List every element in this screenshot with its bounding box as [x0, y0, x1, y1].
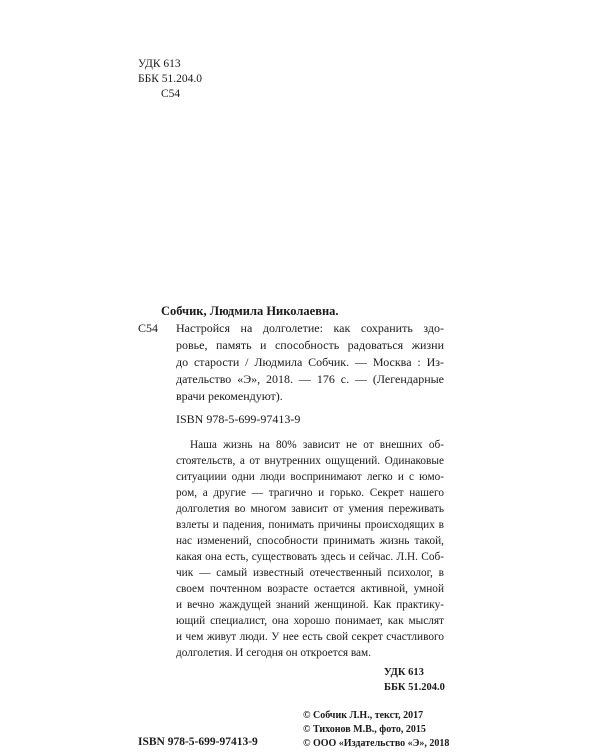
annotation-line: нас изменений, способности принимать жизнь такой, [176, 535, 444, 547]
record-author: Собчик, Людмила Николаевна. [161, 304, 339, 318]
annotation-line: Наша жизнь на 80% зависит не от внешних об- [190, 439, 444, 451]
record-isbn: ISBN 978-5-699-97413-9 [176, 412, 301, 426]
copyright-line: © Собчик Л.Н., текст, 2017 [303, 710, 424, 721]
annotation-line: стоятельств, а от внутренних ощущений. Одинаковые [176, 455, 444, 467]
udk-code: УДК 613 [138, 58, 181, 70]
copyright-line: © ООО «Издательство «Э», 2018 [303, 738, 450, 749]
annotation-line: своем почтенном возрасте остается активной, умной [176, 583, 444, 595]
annotation-line: какая она есть, существовать здесь и сейчас. Л.Н. Соб- [176, 551, 444, 563]
copyright-line: © Тихонов М.В., фото, 2015 [303, 724, 426, 735]
record-title-line: до старости / Людмила Собчик. — Москва : Из- [176, 355, 444, 369]
annotation-line: ющий специалист, она хорошо понимает, как мыслят [176, 615, 444, 627]
annotation-line: ром, а другие — трагично и горько. Секрет нашего [176, 487, 444, 499]
record-sign: С54 [138, 321, 159, 335]
record-title-line: дательство «Э», 2018. — 176 с. — (Легендарные [176, 372, 444, 386]
annotation-line: ситуациии одни люди воспринимают легко и с юмо- [176, 471, 444, 483]
author-sign: С54 [161, 88, 181, 100]
annotation-line: и вечно жаждущей знаний женщиной. Как практику- [176, 599, 444, 611]
udk-code-bottom: УДК 613 [384, 667, 424, 678]
footer-isbn: ISBN 978-5-699-97413-9 [138, 736, 258, 748]
annotation-line: долголетия. И сегодня он откроется вам. [176, 647, 372, 659]
bbk-code-bottom: ББК 51.204.0 [384, 682, 445, 693]
annotation-line: долголетия во многом зависит от умения переживать [176, 503, 444, 515]
record-title-line: ровье, память и способность радоваться жизни [176, 338, 444, 352]
record-title-line: Настройся на долголетие: как сохранить здо- [176, 321, 444, 335]
record-title-line: врачи рекомендуют). [176, 389, 283, 403]
bbk-code: ББК 51.204.0 [138, 73, 203, 85]
annotation-line: и чем живут люди. У нее есть свой секрет счастливого [176, 631, 444, 643]
annotation-line: чик — самый известный отечественный психолог, в [176, 567, 444, 579]
annotation-line: взлеты и падения, понимать причины происходящих в [176, 519, 444, 531]
